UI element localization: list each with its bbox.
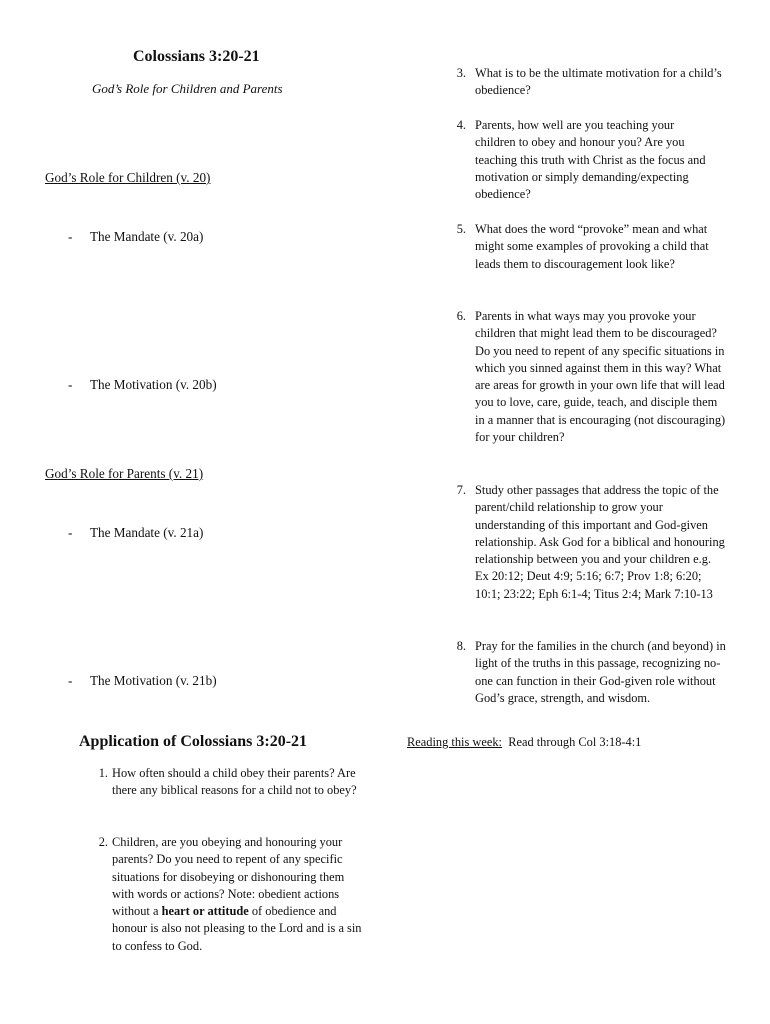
children-motivation-label: The Motivation (v. 20b) xyxy=(90,377,217,392)
question-6 xyxy=(451,308,727,446)
question-number: 6. xyxy=(456,309,466,323)
dash-bullet: - xyxy=(68,377,73,392)
question-text: How often should a child obey their parents? Are there any biblical reasons for a child not to obey? xyxy=(112,766,357,798)
question-7 xyxy=(451,482,727,603)
reading-label: Reading this week: xyxy=(407,735,502,749)
question-number: 7. xyxy=(456,483,466,497)
dash-bullet: - xyxy=(68,525,73,540)
question-4 xyxy=(451,117,727,203)
parents-motivation-label: The Motivation (v. 21b) xyxy=(90,673,217,688)
question-3 xyxy=(451,65,727,100)
question-1 xyxy=(88,765,364,800)
parents-mandate-label: The Mandate (v. 21a) xyxy=(90,525,204,540)
question-text: Pray for the families in the church (and beyond) in light of the truths in this passage, recognizing no-one can function in their God-given role without God’s grace, strength, and wisdom. xyxy=(475,639,726,705)
question-number: 3. xyxy=(456,66,466,80)
question-text: Parents in what ways may you provoke your children that might lead them to be discouraged? Do you need to repent of any specific situations in which you sinned against them in this way? What are areas for growth in your own life that will lead you to love, care, guide, teach, and disciple them in a manner that is encouraging (not discouraging) for your children? xyxy=(475,309,726,445)
question-number: 5. xyxy=(456,222,466,236)
question-text: Parents, how well are you teaching your children to obey and honour you? Are you teaching this truth with Christ as the focus and motivation or simply demanding/expecting obedience? xyxy=(475,118,706,202)
page-subtitle: God’s Role for Children and Parents xyxy=(92,81,283,96)
question-5 xyxy=(451,221,727,273)
dash-bullet: - xyxy=(68,673,73,688)
question-number: 4. xyxy=(456,118,466,132)
question-number: 8. xyxy=(456,639,466,653)
reading-text: Read through Col 3:18-4:1 xyxy=(508,735,642,749)
question-number: 2. xyxy=(98,835,108,849)
question-text: Study other passages that address the topic of the parent/child relationship to grow your understanding of this important and God-given relationship. Ask God for a biblical and honouring relationship between you and your children e.g. Ex 20:12; Deut 4:9; 5:16; 6:7; Prov 1:8; 6:20; 10:1; 23:22; Eph 6:1-4; Titus 2:4; Mark 7:10-13 xyxy=(475,483,725,601)
parents-section-heading: God’s Role for Parents (v. 21) xyxy=(45,466,204,481)
question-number: 1. xyxy=(98,766,108,780)
dash-bullet: - xyxy=(68,229,73,244)
question-text: What is to be the ultimate motivation for a child’s obedience? xyxy=(475,66,722,98)
page-title: Colossians 3:20-21 xyxy=(133,48,260,65)
application-title: Application of Colossians 3:20-21 xyxy=(79,733,308,750)
reading-this-week xyxy=(407,734,641,751)
question-2 xyxy=(88,834,364,955)
emphasis-text: heart or attitude xyxy=(161,904,249,919)
question-8 xyxy=(451,638,727,707)
children-section-heading: God’s Role for Children (v. 20) xyxy=(45,170,211,185)
question-text: Children, are you obeying and honouring your parents? Do you need to repent of any specific situations for disobeying or dishonouring them with words or actions? Note: obedient actions without a heart or attitude of obedience and honour is also not pleasing to the Lord and is a sin to confess to God. xyxy=(112,835,362,953)
question-text: What does the word “provoke” mean and what might some examples of provoking a child that leads them to discouragement look like? xyxy=(475,222,709,271)
children-mandate-label: The Mandate (v. 20a) xyxy=(90,229,204,244)
